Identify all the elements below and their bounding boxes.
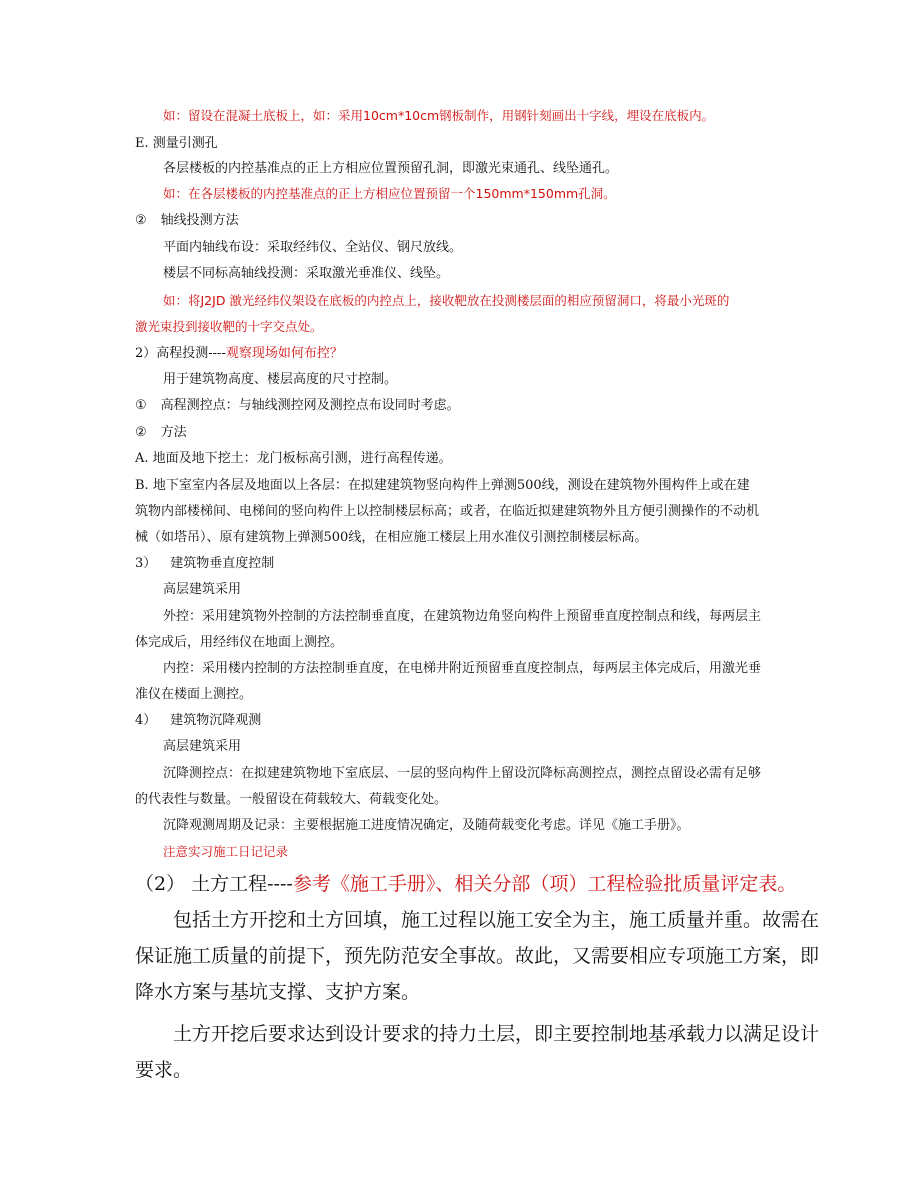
heading-text: 建筑物沉降观测: [170, 713, 262, 728]
text-highrise-1: 高层建筑采用: [163, 582, 242, 597]
heading-verticality: [135, 554, 274, 574]
note-embed-example: 如：留设在混凝土底板上，如：采用10cm*10cm钢板制作，用钢针刻画出十字线，埋设在底板内。: [163, 108, 715, 123]
item-elevation-points: [135, 396, 460, 416]
para-earthwork-4: 土方开挖后要求达到设计要求的持力土层，即主要控制地基承载力以满足设计: [173, 1023, 820, 1045]
item-method: [135, 423, 187, 443]
text-method-a: A. 地面及地下挖土：龙门板标高引测，进行高程传递。: [135, 451, 452, 466]
heading-elevation: [135, 344, 343, 364]
text-highrise-2: 高层建筑采用: [163, 739, 242, 754]
text-settlement-points-cont: 的代表性与数量。一般留设在荷载较大、荷载变化处。: [135, 792, 448, 807]
text-settlement-points: 沉降测控点：在拟建建筑物地下室底层、一层的竖向构件上留设沉降标高测控点，测控点留设必需有足够: [163, 766, 762, 781]
para-earthwork-1: 包括土方开挖和土方回填，施工过程以施工安全为主，施工质量并重。故需在: [173, 909, 820, 931]
item-text: 高程测控点：与轴线测控网及测控点布设同时考虑。: [160, 398, 460, 413]
list-marker: ②: [135, 213, 147, 228]
heading-question: 观察现场如何布控？: [225, 346, 343, 361]
text-floor-axis: 楼层不同标高轴线投测：采取激光垂准仪、线坠。: [163, 266, 450, 281]
text-plane-axis: 平面内轴线布设：采取经纬仪、全站仪、钢尺放线。: [163, 240, 463, 255]
text-external-control-cont: 体完成后，用经纬仪在地面上测控。: [135, 635, 344, 650]
text-external-control: 外控：采用建筑物外控制的方法控制垂直度，在建筑物边角竖向构件上预留垂直度控制点和线，每两层主: [163, 609, 762, 624]
text-method-b: B. 地下室室内各层及地面以上各层：在拟建建筑物竖向构件上弹测500线，测设在建筑物外围构件上或在建: [135, 478, 750, 493]
item-text: 方法: [160, 425, 187, 440]
text-method-b-cont1: 筑物内部楼梯间、电梯间的竖向构件上以控制楼层标高；或者，在临近拟建建筑物外且方便引测操作的不动机: [135, 504, 760, 519]
list-marker: 3）: [135, 556, 157, 571]
note-hole-size: 如：在各层楼板的内控基准点的正上方相应位置预留一个150mm*150mm孔洞。: [163, 186, 616, 201]
para-earthwork-2: 保证施工质量的前提下，预先防范安全事故。故此，又需要相应专项施工方案，即: [135, 945, 820, 967]
list-marker: ②: [135, 425, 147, 440]
para-earthwork-3: 降水方案与基坑支撑、支护方案。: [135, 981, 421, 1003]
text-method-b-cont2: 械（如塔吊）、原有建筑物上弹测500线，在相应施工楼层上用水准仪引测控制楼层标高。: [135, 530, 648, 545]
heading-settlement: [135, 711, 261, 731]
heading-axis-method: [135, 211, 239, 231]
section-reference: 参考《施工手册》、相关分部（项）工程检验批质量评定表。: [292, 873, 797, 895]
note-site-diary: 注意实习施工日记记录: [163, 844, 289, 859]
heading-text: 建筑物垂直度控制: [170, 556, 275, 571]
list-marker: ①: [135, 398, 147, 413]
text-settlement-cycle: 沉降观测周期及记录：主要根据施工进度情况确定，及随荷载变化考虑。详见《施工手册》。: [163, 818, 690, 833]
para-earthwork-5: 要求。: [135, 1059, 193, 1081]
heading-text: 轴线投测方法: [160, 213, 239, 228]
note-laser-theodolite-cont: 激光束投到接收靶的十字交点处。: [135, 319, 323, 334]
text-reserved-holes: 各层楼板的内控基准点的正上方相应位置预留孔洞，即激光束通孔、线坠通孔。: [163, 161, 619, 176]
text-internal-control: 内控：采用楼内控制的方法控制垂直度，在电梯井附近预留垂直度控制点，每两层主体完成后，用激光垂: [163, 661, 762, 676]
list-marker: 4）: [135, 713, 157, 728]
note-laser-theodolite: 如：将J2JD 激光经纬仪架设在底板的内控点上，接收靶放在投测楼层面的相应预留洞口，将最小光斑的: [163, 293, 730, 308]
heading-text: 2）高程投测----: [135, 346, 226, 361]
text-elevation-use: 用于建筑物高度、楼层高度的尺寸控制。: [163, 372, 398, 387]
heading-survey-hole: E. 测量引测孔: [135, 136, 218, 151]
text-internal-control-cont: 准仪在楼面上测控。: [135, 687, 253, 702]
section-label: （2） 土方工程----: [135, 873, 293, 895]
section-earthwork-heading: [135, 869, 796, 899]
